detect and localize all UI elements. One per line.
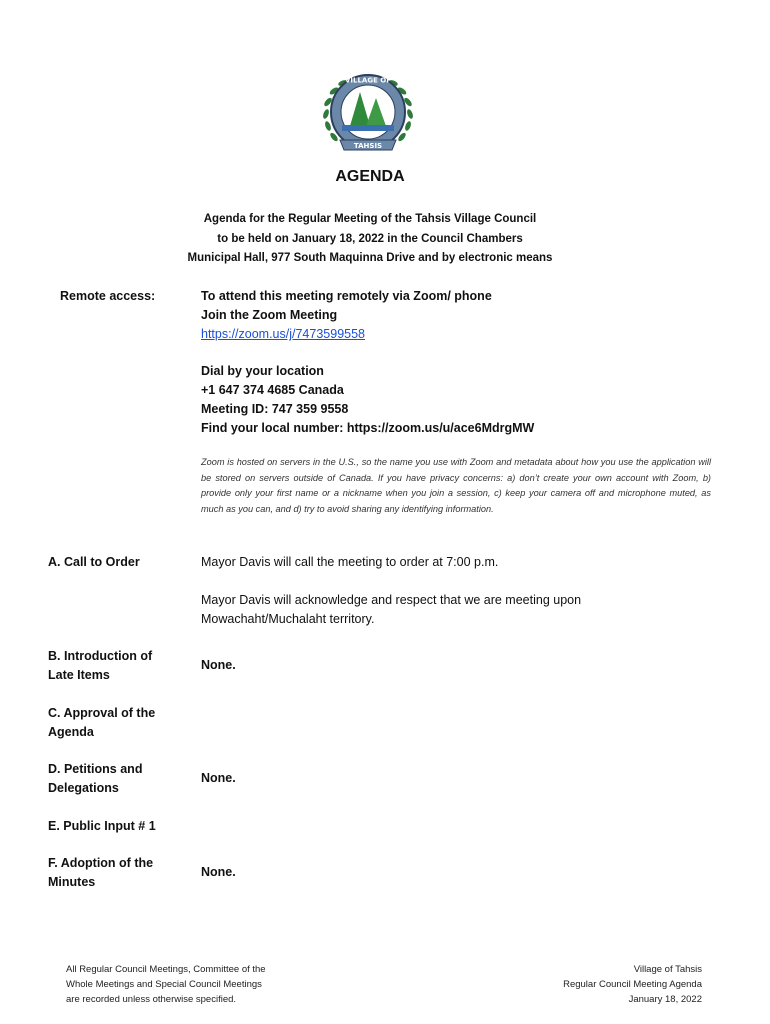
item-a-text-1: Mayor Davis will call the meeting to order at 7:00 p.m. — [201, 555, 499, 569]
dial-phone: +1 647 374 4685 Canada — [201, 383, 344, 397]
footer-right-line-2: Regular Council Meeting Agenda — [563, 979, 702, 990]
item-e-label: E. Public Input # 1 — [48, 819, 156, 833]
item-b-text: None. — [201, 658, 236, 672]
item-f-text: None. — [201, 865, 236, 879]
footer-right-line-1: Village of Tahsis — [633, 964, 702, 975]
item-d-label: D. Petitions and Delegations — [48, 762, 143, 795]
logo-bottom-text: TAHSIS — [353, 142, 383, 150]
item-a-text-2: Mayor Davis will acknowledge and respect that we are meeting upon Mowachaht/Muchalaht territory. — [201, 593, 582, 626]
remote-line-2: Join the Zoom Meeting — [201, 308, 338, 322]
item-d-text: None. — [201, 771, 236, 785]
local-number: Find your local number: https://zoom.us/u/ace6MdrgMW — [201, 421, 535, 435]
meeting-id: Meeting ID: 747 359 9558 — [201, 402, 349, 416]
footer-left-line-3: are recorded unless otherwise specified. — [66, 994, 237, 1005]
logo-top-text: VILLAGE OF — [344, 76, 392, 85]
zoom-privacy-note: Zoom is hosted on servers in the U.S., so the name you use with Zoom and metadata about how you use the application will be stored on servers outside of Canada. If you have privacy concerns: a) don’t create your own account with Zoom, b) provide only your first name or a nickname when you join a session, c) keep your camera off and microphone muted, as much as you can, and d) try to avoid sharing any identifying information. — [201, 457, 711, 514]
subtitle-line-1: Agenda for the Regular Meeting of the Tahsis Village Council — [203, 213, 537, 225]
dial-in-details — [201, 362, 534, 438]
subtitle-line-2: to be held on January 18, 2022 in the Council Chambers — [217, 232, 523, 245]
village-of-tahsis-logo — [318, 70, 418, 160]
zoom-meeting-link[interactable]: https://zoom.us/j/7473599558 — [201, 327, 366, 341]
dial-title: Dial by your location — [201, 364, 324, 378]
remote-access-label: Remote access: — [60, 289, 156, 303]
item-a-label: A. Call to Order — [48, 555, 140, 569]
footer-recording-note — [66, 962, 326, 1007]
footer-right-line-3: January 18, 2022 — [628, 994, 702, 1005]
item-b-label: B. Introduction of Late Items — [48, 649, 153, 682]
remote-line-1: To attend this meeting remotely via Zoom/ phone — [201, 289, 492, 303]
agenda-title: AGENDA — [335, 168, 405, 185]
remote-access-details — [201, 287, 492, 344]
meeting-subtitle — [0, 210, 740, 269]
item-f-label: F. Adoption of the Minutes — [48, 856, 154, 889]
subtitle-line-3: Municipal Hall, 977 South Maquinna Drive and by electronic means — [187, 252, 553, 264]
footer-document-info — [480, 962, 702, 1007]
item-c-label: C. Approval of the Agenda — [48, 706, 156, 739]
footer-left-line-2: Whole Meetings and Special Council Meetings — [66, 979, 262, 990]
footer-left-line-1: All Regular Council Meetings, Committee of the — [66, 964, 266, 975]
